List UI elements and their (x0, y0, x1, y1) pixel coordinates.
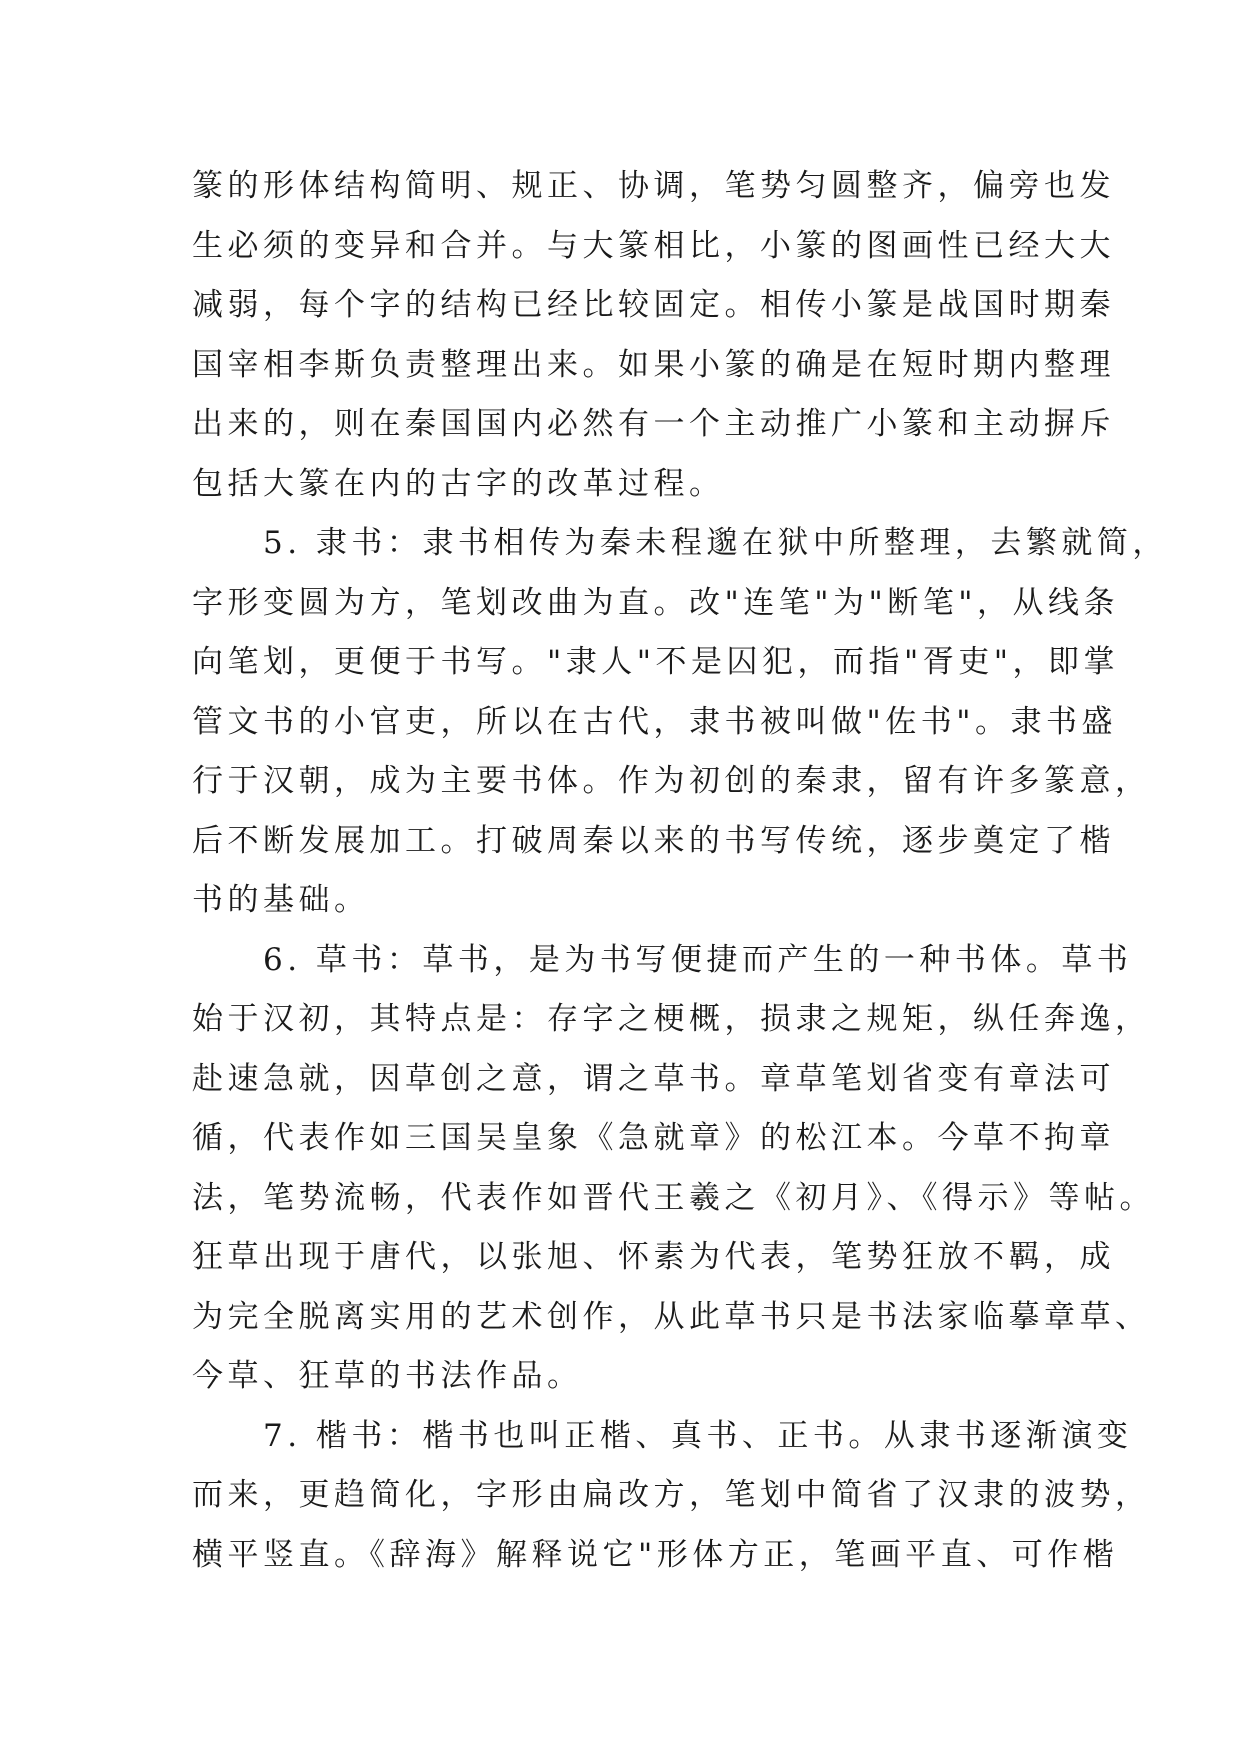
text-line: 书的基础。 (192, 882, 370, 918)
text-line: 横平竖直。《辞海》解释说它"形体方正，笔画平直、可作楷 (192, 1536, 1119, 1573)
text-line: 法，笔势流畅，代表作如晋代王羲之《初月》、《得示》等帖。 (192, 1179, 1155, 1216)
text-line: 减弱，每个字的结构已经比较固定。相传小篆是战国时期秦 (192, 287, 1115, 323)
text-line: 篆的形体结构简明、规正、协调，笔势匀圆整齐，偏旁也发 (192, 168, 1115, 204)
section-5-first-line: 5. 隶书：隶书相传为秦未程邈在狱中所整理，去繁就简， (192, 525, 1168, 561)
text-line: 生必须的变异和合并。与大篆相比，小篆的图画性已经大大 (192, 227, 1115, 264)
text-line: 今草、狂草的书法作品。 (192, 1358, 583, 1394)
section-7-first-line: 7. 楷书：楷书也叫正楷、真书、正书。从隶书逐渐演变 (192, 1417, 1133, 1454)
text-line: 出来的，则在秦国国内必然有一个主动推广小篆和主动摒斥 (192, 406, 1115, 442)
text-line: 始于汉初，其特点是：存字之梗概，损隶之规矩，纵任奔逸， (192, 1001, 1151, 1037)
text-line: 包括大篆在内的古字的改革过程。 (192, 465, 725, 502)
body-text (192, 157, 1168, 1585)
text-line: 狂草出现于唐代，以张旭、怀素为代表，笔势狂放不羁，成 (192, 1239, 1115, 1275)
text-line: 行于汉朝，成为主要书体。作为初创的秦隶，留有许多篆意， (192, 763, 1151, 799)
text-line: 为完全脱离实用的艺术创作，从此草书只是书法家临摹章草、 (192, 1298, 1151, 1335)
text-line: 而来，更趋简化，字形由扁改方，笔划中简省了汉隶的波势， (192, 1477, 1151, 1513)
text-line: 向笔划，更便于书写。"隶人"不是囚犯，而指"胥吏"，即掌 (192, 644, 1120, 680)
text-line: 国宰相李斯负责整理出来。如果小篆的确是在短时期内整理 (192, 346, 1115, 383)
text-line: 后不断发展加工。打破周秦以来的书写传统，逐步奠定了楷 (192, 822, 1115, 859)
text-line: 赴速急就，因草创之意，谓之草书。章草笔划省变有章法可 (192, 1060, 1115, 1097)
text-line: 循，代表作如三国吴皇象《急就章》的松江本。今草不拘章 (192, 1120, 1115, 1156)
text-line: 字形变圆为方，笔划改曲为直。改"连笔"为"断笔"，从线条 (192, 584, 1120, 621)
text-line: 管文书的小官吏，所以在古代，隶书被叫做"佐书"。隶书盛 (192, 703, 1118, 740)
section-6-first-line: 6. 草书：草书，是为书写便捷而产生的一种书体。草书 (192, 941, 1133, 978)
